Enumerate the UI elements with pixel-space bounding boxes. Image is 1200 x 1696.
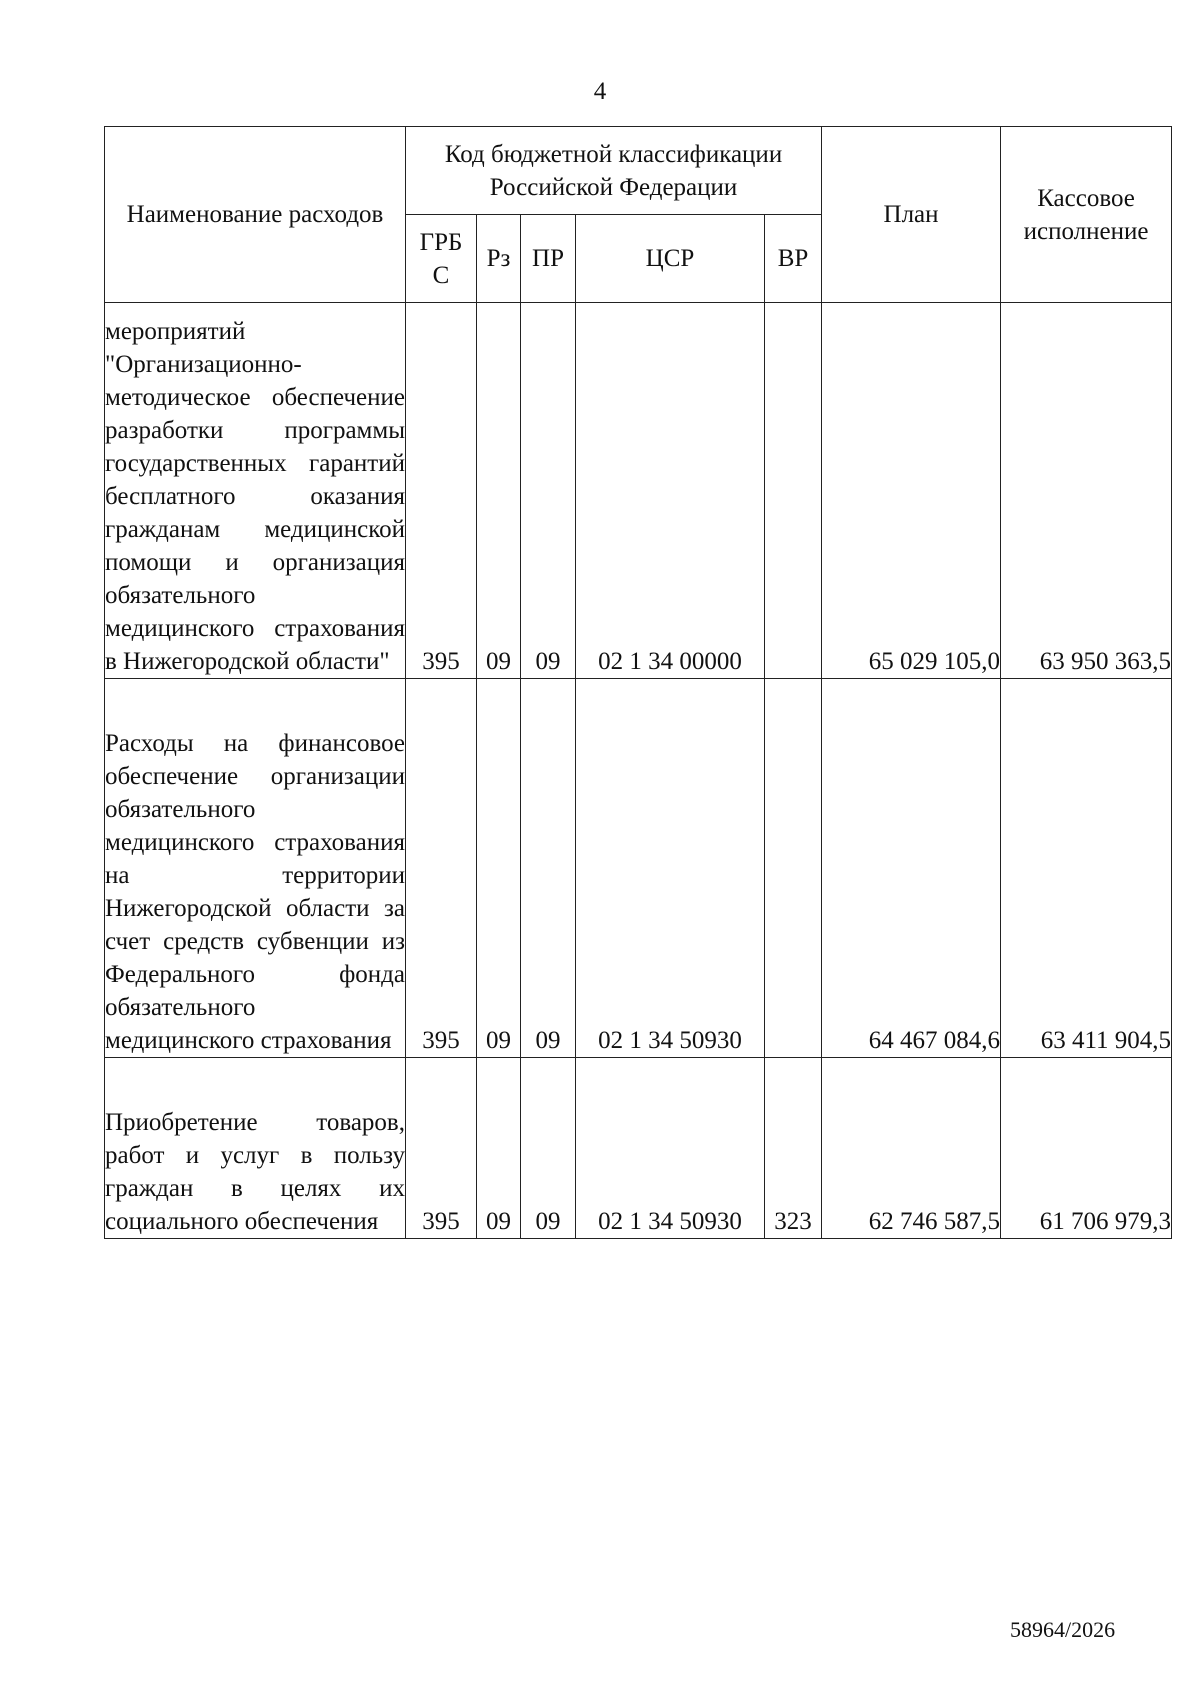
header-name: Наименование расходов	[105, 127, 406, 303]
row-name: Приобретение товаров, работ и услуг в пользу граждан в целях их социального обеспечения	[105, 1058, 406, 1239]
row-grbs: 395	[406, 1058, 477, 1239]
row-rz: 09	[477, 679, 521, 1058]
row-rz: 09	[477, 1058, 521, 1239]
row-plan: 64 467 084,6	[822, 679, 1001, 1058]
row-pr: 09	[521, 679, 576, 1058]
row-grbs: 395	[406, 679, 477, 1058]
row-pr: 09	[521, 303, 576, 679]
table-row	[105, 303, 1172, 679]
table-row	[105, 1058, 1172, 1239]
table-row	[105, 679, 1172, 1058]
budget-table	[104, 126, 1172, 1239]
header-code-group: Код бюджетной классификации Российской Федерации	[406, 127, 822, 215]
header-plan: План	[822, 127, 1001, 303]
header-vr: ВР	[765, 215, 822, 303]
header-kass: Кассовое исполнение	[1001, 127, 1172, 303]
row-vr: 323	[765, 1058, 822, 1239]
header-row-top	[105, 127, 1172, 215]
row-csr: 02 1 34 00000	[576, 303, 765, 679]
row-csr: 02 1 34 50930	[576, 1058, 765, 1239]
header-csr: ЦСР	[576, 215, 765, 303]
row-kass: 63 950 363,5	[1001, 303, 1172, 679]
row-plan: 65 029 105,0	[822, 303, 1001, 679]
header-rz: Рз	[477, 215, 521, 303]
row-name: мероприятий "Организационно-методическое обеспечение разработки программы государственных гарантий бесплатного оказания гражданам медицинской помощи и организация обязательного медицинского страхования в Нижегородской области"	[105, 303, 406, 679]
row-pr: 09	[521, 1058, 576, 1239]
row-grbs: 395	[406, 303, 477, 679]
row-name: Расходы на финансовое обеспечение организации обязательного медицинского страхования на территории Нижегородской области за счет средств субвенции из Федерального фонда обязательного медицинского страхования	[105, 679, 406, 1058]
row-kass: 63 411 904,5	[1001, 679, 1172, 1058]
header-pr: ПР	[521, 215, 576, 303]
document-code: 58964/2026	[1010, 1617, 1116, 1642]
row-kass: 61 706 979,3	[1001, 1058, 1172, 1239]
page-number: 4	[593, 78, 607, 105]
header-grbs: ГРБ С	[406, 215, 477, 303]
row-csr: 02 1 34 50930	[576, 679, 765, 1058]
row-rz: 09	[477, 303, 521, 679]
row-vr	[765, 303, 822, 679]
row-vr	[765, 679, 822, 1058]
row-plan: 62 746 587,5	[822, 1058, 1001, 1239]
